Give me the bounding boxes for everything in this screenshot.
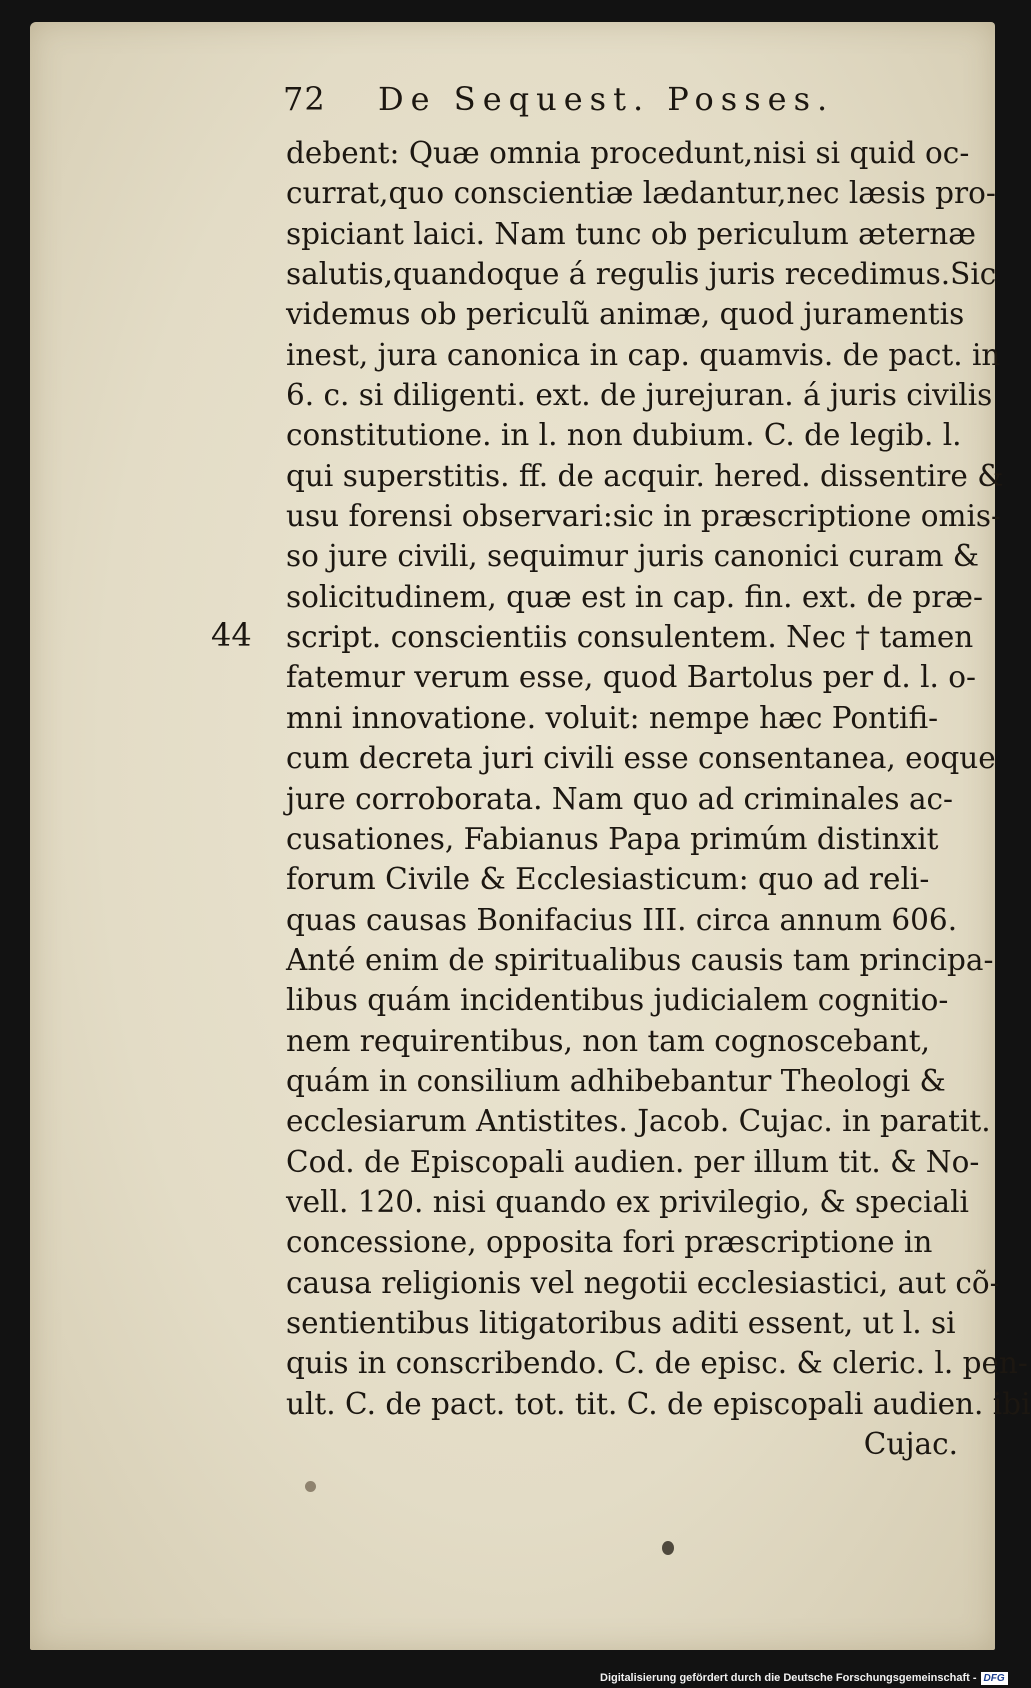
text-line: quas causas Bonifacius III. circa annum 606. — [286, 902, 958, 937]
running-title: De Sequest. Posses. — [378, 80, 835, 118]
text-line: cum decreta juri civili esse consentanea, eoque — [286, 741, 996, 776]
catchword: Cujac. — [863, 1427, 958, 1461]
text-line: script. conscientiis consulentem. Nec † tamen — [286, 620, 974, 655]
text-line: sentientibus litigatoribus aditi essent, ut l. si — [286, 1305, 956, 1340]
text-line: concessione, opposita fori præscriptione in — [286, 1225, 933, 1260]
text-line: libus quám incidentibus judicialem cognitio- — [286, 983, 949, 1018]
text-line: constitutione. in l. non dubium. C. de legib. l. — [286, 418, 962, 453]
text-line: salutis,quandoque á regulis juris recedimus.Sic — [286, 257, 997, 292]
body-text — [286, 133, 1031, 1464]
text-line: quis in conscribendo. C. de episc. & cleric. l. pen- — [286, 1346, 1028, 1381]
text-line: cusationes, Fabianus Papa primúm distinxit — [286, 821, 939, 856]
text-line: Cod. de Episcopali audien. per illum tit. & No- — [286, 1144, 980, 1179]
text-line: so jure civili, sequimur juris canonici curam & — [286, 539, 980, 574]
text-line: nem requirentibus, non tam cognoscebant, — [286, 1023, 930, 1058]
text-line: spiciant laici. Nam tunc ob periculum æternæ — [286, 216, 976, 251]
text-line: solicitudinem, quæ est in cap. fin. ext. de præ- — [286, 579, 983, 614]
text-line: vell. 120. nisi quando ex privilegio, & speciali — [286, 1184, 969, 1219]
ink-stain — [305, 1481, 316, 1492]
text-line: 6. c. si diligenti. ext. de jurejuran. á juris civilis — [286, 378, 993, 413]
text-line: jure corroborata. Nam quo ad criminales ac- — [286, 781, 954, 816]
text-line: inest, jura canonica in cap. quamvis. de pact. in — [286, 337, 1001, 372]
ink-stain — [662, 1541, 674, 1555]
text-line: quám in consilium adhibebantur Theologi & — [286, 1063, 946, 1098]
dfg-logo: DFG — [981, 1672, 1008, 1685]
running-header — [283, 80, 903, 124]
text-line: ult. C. de pact. tot. tit. C. de episcopali audien. ibi — [286, 1386, 1031, 1421]
text-line: fatemur verum esse, quod Bartolus per d. l. o- — [286, 660, 977, 695]
text-line: currat,quo conscientiæ lædantur,nec læsis pro- — [286, 176, 996, 211]
digitization-credit — [600, 1670, 1005, 1686]
text-line: causa religionis vel negotii ecclesiastici, aut cõ- — [286, 1265, 1000, 1300]
text-line: videmus ob periculũ animæ, quod juramentis — [286, 297, 965, 332]
text-line: qui superstitis. ff. de acquir. hered. dissentire & — [286, 458, 1004, 493]
text-line: debent: Quæ omnia procedunt,nisi si quid oc- — [286, 136, 970, 170]
page-number: 72 — [283, 80, 326, 118]
margin-note-number: 44 — [211, 616, 252, 654]
credit-text: Digitalisierung gefördert durch die Deutsche Forschungsgemeinschaft - — [600, 1672, 977, 1684]
text-line: usu forensi observari:sic in præscriptione omis- — [286, 499, 1002, 534]
text-line: Anté enim de spiritualibus causis tam principa- — [286, 942, 994, 977]
text-line: ecclesiarum Antistites. Jacob. Cujac. in paratit. — [286, 1104, 991, 1139]
text-line: mni innovatione. voluit: nempe hæc Pontifi- — [286, 700, 939, 735]
text-line: forum Civile & Ecclesiasticum: quo ad reli- — [286, 862, 930, 897]
